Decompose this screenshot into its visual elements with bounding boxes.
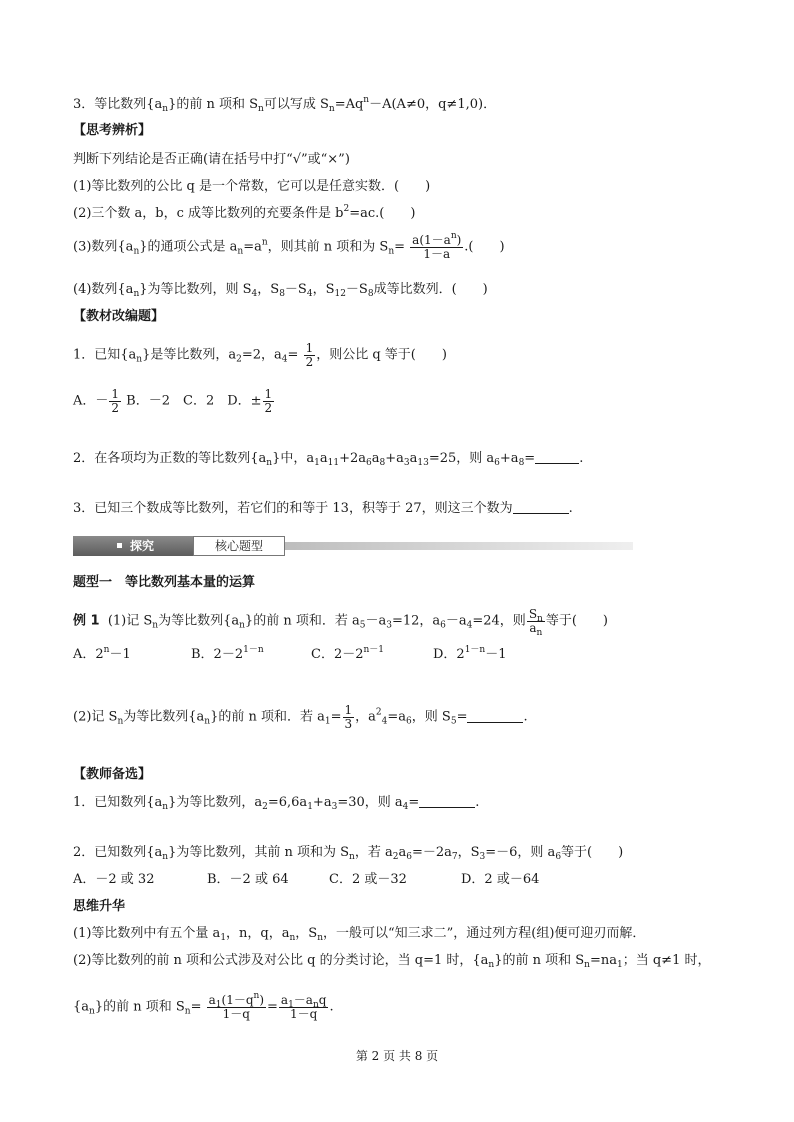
fraction [527,607,545,638]
text: B．2－2 [191,647,244,662]
text: =－2a [411,845,452,860]
text: ，一般可以“知三求二”，通过列方程(组)便可迎刃而解． [323,926,646,941]
teacher-header: 【教师备选】 [73,767,152,782]
text: a [280,993,289,1007]
text: a [529,620,537,635]
text: 为等比数列{a [158,613,240,629]
sub: 8 [379,458,386,468]
text: =ac.( ) [349,206,416,221]
sub: n [237,246,244,257]
text: a(1－a [412,233,451,247]
sub: 1 [215,1000,222,1010]
thinking-header: 思维升华 [73,899,126,914]
sub: n [152,620,159,631]
text: a [409,451,418,466]
text: a [371,451,380,466]
sub: n [184,1006,191,1017]
text: = [267,999,278,1015]
text: a [208,993,216,1007]
sub: n [162,104,169,114]
sub: n [133,246,140,257]
text: 1．已知数列{a [73,795,163,810]
text: . [475,795,480,810]
sub: n [117,716,124,727]
text: =30，则 a [337,795,403,810]
sub: n [162,802,169,812]
sub: 6 [555,852,562,862]
textbook-header: 【教材改编题】 [73,309,165,324]
text: (1－q [221,993,254,1007]
sub: 6 [406,852,412,862]
text: }的前 n 项和．若 a [210,709,325,725]
example1-part1 [73,607,608,638]
option-c[interactable] [311,646,384,664]
text: .( ) [464,239,505,255]
text: 1．已知{a [73,347,137,363]
text: (1)记 S [107,613,153,629]
sub: n [136,354,143,365]
sub: n [328,104,335,114]
fraction [410,231,463,261]
option-c[interactable]: C．2 或－32 [329,872,407,887]
sub: 4 [306,289,313,299]
text: +2a [339,451,366,466]
text: ，a [355,709,376,725]
thinking-l2 [73,952,710,970]
square-icon [117,543,122,548]
textbook-p1-options [73,388,275,414]
fraction [343,704,355,730]
text: = [190,999,202,1015]
thinking-l1 [73,925,645,943]
sub: n [258,104,264,114]
sub: n [317,933,323,943]
sub: 3 [479,852,486,862]
sub: 1 [307,802,313,812]
page-footer: 第 2 页 共 8 页 [355,1049,439,1063]
text: 2 [305,354,314,369]
text: 成等比数列．( ) [373,282,488,297]
sub: 6 [440,620,446,631]
text: +a [312,795,332,810]
text: (2)三个数 a，b，c 成等比数列的充要条件是 b [73,206,344,221]
text: －a [365,613,387,629]
sup: n [261,237,268,248]
text: }的前 n 项和．若 a [244,613,360,629]
text: }的前 n 项和 S [168,97,259,112]
option-d[interactable]: D．2 或－64 [461,872,540,887]
text: =6,6a [267,795,308,810]
option-b[interactable] [191,646,264,664]
text: }的通项公式是 a [139,239,238,255]
sup: 2 [375,707,382,718]
text: =na [589,953,617,968]
sub: n [89,1006,95,1017]
sub: n [349,852,355,862]
teacher-p1 [73,794,479,812]
answer-blank[interactable] [419,807,475,808]
text: . [568,501,573,516]
text: 为等比数列{a [123,709,205,725]
text: －1 [485,647,507,662]
answer-blank[interactable] [467,722,523,723]
text: －A(A≠0，q≠1,0)． [369,97,497,112]
option-a[interactable] [73,646,131,664]
text: a [398,845,407,860]
sub: 6 [406,716,412,727]
text: +a [385,451,404,466]
text: =Aq [334,97,364,112]
text: ) [259,993,264,1007]
sub: 2 [236,354,242,365]
text: 1 [111,387,120,401]
think-q3 [73,231,505,261]
text: }中，a [272,451,315,466]
sub: 4 [251,289,258,299]
text: 3．已知三个数成等比数列，若它们的和等于 13，积等于 27，则这三个数为 [73,501,513,516]
text: ，则其前 n 项和为 S [267,239,389,255]
text: (1)等比数列中有五个量 a [73,926,221,941]
sub: 4 [281,354,288,365]
text: D．2 [433,647,465,662]
text: 3 [344,716,353,731]
text: . [579,451,584,466]
text: 2 [264,400,273,415]
think-q2 [73,205,415,223]
sub: n [239,620,245,631]
text: －a [293,993,313,1007]
text: ，n，q，a [226,926,290,941]
text: 3．等比数列{a [73,97,163,112]
text: 1 [264,387,273,401]
text: = [394,239,406,255]
formula-sn-form [73,96,496,114]
text: 1－q [222,1006,250,1021]
text: = [456,709,468,725]
sub: 2 [262,802,268,812]
text: A．2 [73,647,104,662]
sub: 11 [327,458,340,468]
sup: 2 [343,204,350,214]
sub: 1 [314,458,320,468]
sup: n－1 [363,645,385,655]
text: 等于( ) [561,845,624,860]
text: }为等比数列，则 S [139,282,252,297]
text: B．－2 C．2 D．± [126,393,262,409]
sub: 3 [403,458,410,468]
banner-gradient-bar [285,542,633,550]
sub: n [488,960,495,970]
text: ，则公比 q 等于( ) [316,347,447,363]
sub: 13 [417,458,429,468]
section-banner [73,536,633,556]
sup: n [253,991,260,1001]
sub: 2 [392,852,399,862]
textbook-p3 [73,500,573,518]
think-q1: (1)等比数列的公比 q 是一个常数，它可以是任意实数．( ) [73,179,431,194]
answer-blank[interactable] [535,463,579,464]
sub: n [536,627,543,638]
fraction [109,388,121,414]
fraction [207,991,266,1021]
option-d[interactable] [433,646,507,664]
option-a[interactable]: A．－2 或 32 [73,872,155,887]
text: =a [387,709,407,725]
sup: n [363,95,370,105]
text: = [524,451,536,466]
think-instruction: 判断下列结论是否正确(请在括号中打“√”或“×”) [73,152,350,167]
text: －a [445,613,467,629]
text: ，S [312,282,335,297]
text: =24，则 [472,613,526,629]
sub: n [266,458,273,468]
sup: 1－n [464,645,486,655]
sub: 5 [450,716,457,727]
text: 2．在各项均为正数的等比数列{a [73,451,267,466]
sub: 8 [279,289,285,299]
sub: 7 [451,852,458,862]
example1-part2 [73,704,528,730]
text: }的前 n 项和 S [94,999,185,1015]
sub: 6 [366,458,372,468]
text: 等于( ) [545,613,608,629]
text: －1 [109,647,131,662]
text: . [329,999,334,1015]
text: ；当 q≠1 时， [622,953,711,968]
text: a [319,451,328,466]
sub: 1 [324,716,331,727]
text: (2)等比数列的前 n 项和公式涉及对公比 q 的分类讨论，当 q=1 时，{a [73,953,489,968]
text: ，则 S [411,709,451,725]
sub: 4 [466,620,473,631]
type1-title: 题型一 等比数列基本量的运算 [73,575,256,590]
sub: n [537,614,543,624]
textbook-p1 [73,342,447,368]
sub: n [584,960,590,970]
text: = [408,795,420,810]
sub: 1 [288,1000,294,1010]
sub: 3 [386,620,392,631]
text: 可以写成 S [263,97,329,112]
sub: 1 [220,933,227,943]
text: 2 [111,400,120,415]
teacher-p2 [73,844,623,862]
sup: 1－n [243,645,264,655]
text: 探究 [130,539,155,553]
sup: n [103,645,110,655]
option-b[interactable]: B．－2 或 64 [207,872,289,887]
text: 1－a [423,246,451,261]
text: =25，则 a [428,451,495,466]
text: (4)数列{a [73,282,134,297]
text: 1 [344,703,353,717]
text: －S [345,282,368,297]
think-q4 [73,281,488,299]
textbook-p2 [73,450,583,468]
text: {a [73,999,90,1015]
text: (2)记 S [73,709,118,725]
text: S [528,607,538,621]
text: q [318,993,327,1007]
fraction [279,994,329,1020]
text: (3)数列{a [73,239,134,255]
text: A．－ [73,393,109,409]
text: ，S [295,926,318,941]
fraction [304,342,316,368]
sub: n [289,933,296,943]
fraction [263,388,275,414]
text: 2．已知数列{a [73,845,163,860]
sub: 8 [367,289,374,299]
sub: 4 [381,716,388,727]
text: 1 [305,341,314,355]
sub: 1 [616,960,623,970]
text: = [330,709,342,725]
text: = [287,347,299,363]
sub: 6 [494,458,500,468]
text: }为等比数列，a [168,795,263,810]
sub: n [312,1000,319,1010]
text: 1－q [290,1006,318,1021]
text: . [523,709,528,725]
text: ，S [257,282,280,297]
banner-tag: 核心题型 [193,536,285,556]
text: =2，a [241,347,282,363]
sub: 5 [359,620,366,631]
text: ，S [457,845,480,860]
text: =12，a [391,613,441,629]
sub: 12 [334,289,346,299]
sub: 4 [402,802,409,812]
text: =a [243,239,262,255]
text: =－6，则 a [485,845,556,860]
text: ) [456,233,462,247]
thinking-l3 [73,991,334,1021]
sub: n [133,289,140,299]
banner-left [73,536,193,556]
sub: n [204,716,211,727]
text: 例 1 [73,613,100,629]
sup: n [450,231,457,241]
text: }的前 n 项和 S [494,953,585,968]
text: C．2－2 [311,647,364,662]
text: }是等比数列，a [142,347,237,363]
text: +a [499,451,519,466]
answer-blank[interactable] [513,513,569,514]
text: ，若 a [354,845,393,860]
sub: 8 [518,458,525,468]
sub: n [162,852,169,862]
think-header: 【思考辨析】 [73,123,152,138]
text: }为等比数列，其前 n 项和为 S [168,845,350,860]
sub: 3 [331,802,338,812]
sub: n [388,246,395,257]
text: －S [284,282,307,297]
